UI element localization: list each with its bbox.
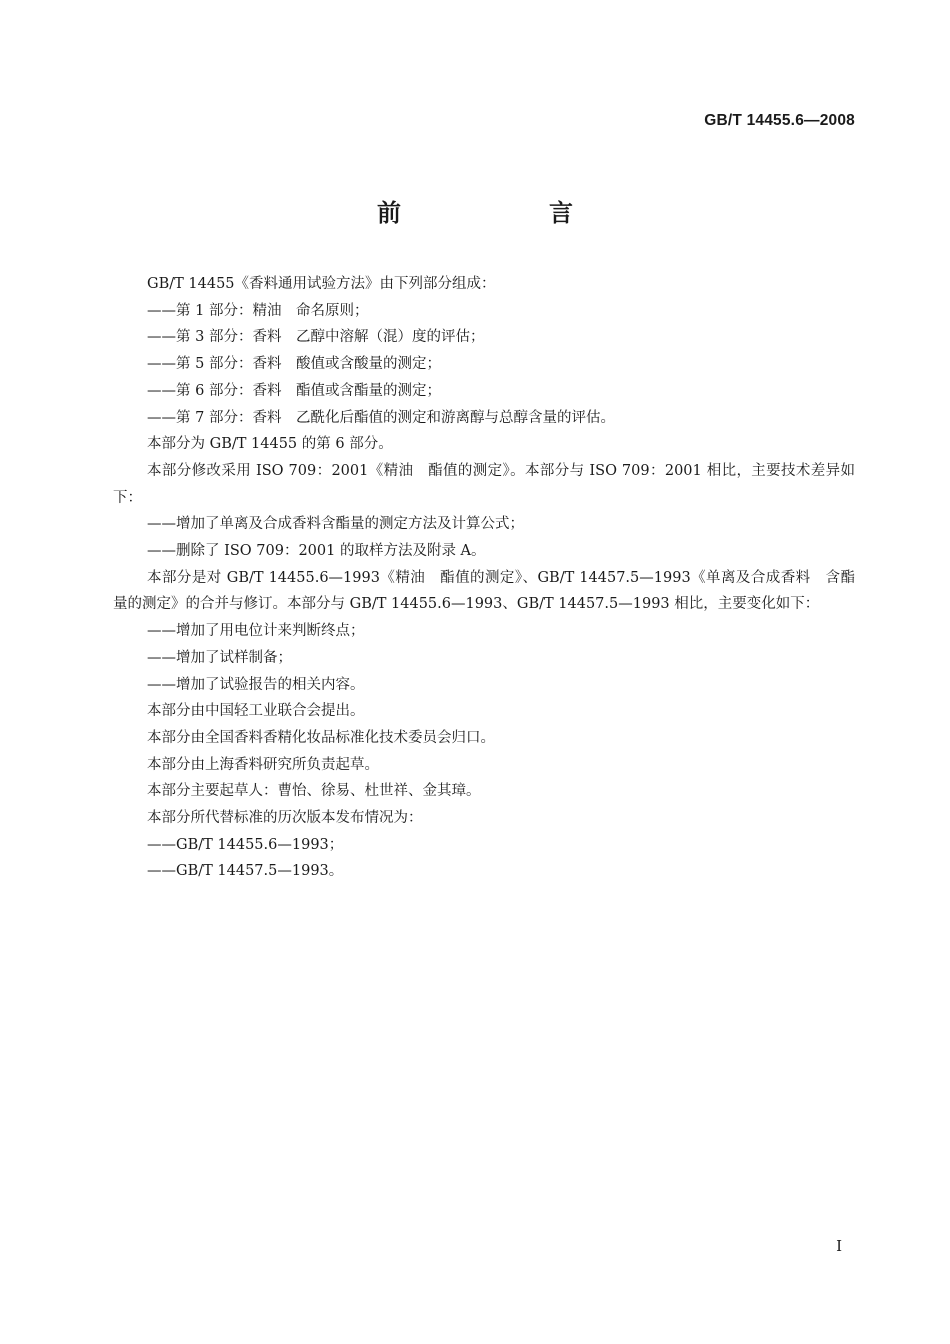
list-item-test-report: ——增加了试验报告的相关内容。 <box>147 676 365 693</box>
paragraph-proposed-by: 本部分由中国轻工业联合会提出。 <box>147 703 365 720</box>
page-number: I <box>836 1237 842 1255</box>
paragraph-iso-adoption: 本部分修改采用 ISO 709：2001《精油 酯值的测定》。本部分与 ISO 709：2001 相比，主要技术差异如下： <box>113 462 855 506</box>
list-item-part3: ——第 3 部分：香料 乙醇中溶解（混）度的评估； <box>147 329 485 346</box>
list-item-deleted-sampling: ——删除了 ISO 709：2001 的取样方法及附录 A。 <box>147 543 486 560</box>
paragraph-composition: GB/T 14455《香料通用试验方法》由下列部分组成： <box>147 276 496 292</box>
foreword-body <box>113 271 855 885</box>
list-item-potentiometer: ——增加了用电位计来判断终点； <box>147 623 365 640</box>
paragraph-history: 本部分所代替标准的历次版本发布情况为： <box>147 810 423 827</box>
paragraph-centralized-by: 本部分由全国香料香精化妆品标准化技术委员会归口。 <box>147 729 495 746</box>
list-item-history-2: ——GB/T 14457.5—1993。 <box>147 863 344 880</box>
paragraph-drafters: 本部分主要起草人：曹怡、徐易、杜世祥、金其璋。 <box>147 783 481 800</box>
page-title: 前 言 <box>377 199 635 227</box>
list-item-part1: ——第 1 部分：精油 命名原则； <box>147 302 369 319</box>
list-item-part6: ——第 6 部分：香料 酯值或含酯量的测定； <box>147 382 441 399</box>
list-item-part5: ——第 5 部分：香料 酸值或含酸量的测定； <box>147 356 441 373</box>
paragraph-revision: 本部分是对 GB/T 14455.6—1993《精油 酯值的测定》、GB/T 14457.5—1993《单离及合成香料 含酯量的测定》的合并与修订。本部分与 GB/T 14455.6—1993、GB/T 14457.5—1993 相比，主要变化如下： <box>113 569 855 613</box>
paragraph-this-part: 本部分为 GB/T 14455 的第 6 部分。 <box>147 436 393 453</box>
list-item-added-method: ——增加了单离及合成香料含酯量的测定方法及计算公式； <box>147 516 524 533</box>
standard-code: GB/T 14455.6—2008 <box>704 112 855 129</box>
list-item-sample-prep: ——增加了试样制备； <box>147 649 292 666</box>
list-item-history-1: ——GB/T 14455.6—1993； <box>147 836 344 853</box>
list-item-part7: ——第 7 部分：香料 乙酰化后酯值的测定和游离醇与总醇含量的评估。 <box>147 409 615 426</box>
paragraph-drafted-by: 本部分由上海香料研究所负责起草。 <box>147 756 379 773</box>
